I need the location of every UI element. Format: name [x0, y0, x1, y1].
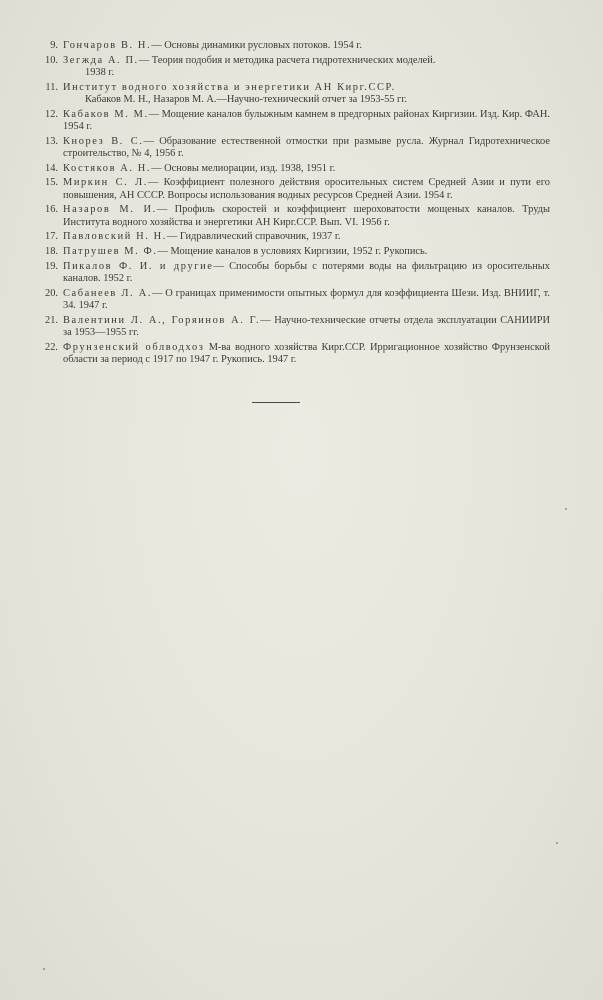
reference-item — [30, 55, 550, 80]
reference-item — [30, 231, 550, 243]
reference-number: 9. — [50, 40, 58, 51]
reference-author: Пикалов Ф. И. и другие — [63, 260, 214, 272]
reference-number: 15. — [45, 177, 58, 189]
reference-author: Кнорез В. С. — [63, 135, 144, 147]
reference-text: М-ва водного хозяйства Кирг.ССР. Ирригационное хозяйство Фрунзенской области за период с 1917 по 1947 г. Рукопись. 1947 г. — [63, 341, 550, 365]
reference-item — [30, 288, 550, 313]
reference-text: — Мощение каналов в условиях Киргизии, 1952 г. Рукопись. — [157, 245, 428, 257]
reference-item — [30, 40, 550, 52]
reference-text: — Способы борьбы с потерями воды на фильтрацию из оросительных каналов. 1952 г. — [63, 260, 550, 284]
reference-author: Павловский Н. Н. — [63, 231, 167, 243]
end-divider — [252, 402, 300, 403]
reference-author: Миркин С. Л. — [63, 177, 148, 189]
reference-continuation: Кабаков М. Н., Назаров М. А.—Научно-технический отчет за 1953-55 гг. — [85, 93, 408, 105]
reference-number: 14. — [45, 162, 58, 174]
reference-author: Костяков А. Н. — [63, 162, 152, 174]
reference-continuation: 1938 г. — [85, 66, 115, 78]
reference-author: Гончаров В. Н. — [63, 40, 152, 51]
reference-author: Институт водного хозяйства и энергетики АН Кирг.ССР. — [63, 81, 396, 93]
reference-number: 17. — [45, 231, 58, 243]
reference-number: 18. — [45, 245, 58, 257]
reference-item — [30, 204, 550, 229]
reference-number: 13. — [45, 135, 58, 147]
reference-item — [30, 261, 550, 286]
reference-item — [30, 315, 550, 340]
reference-author: Валентини Л. А., Горяинов А. Г. — [63, 314, 261, 326]
reference-text: — Теория подобия и методика расчета гидротехнических моделей. — [138, 54, 436, 66]
paper-speck — [43, 968, 45, 970]
paper-speck — [556, 842, 558, 844]
reference-author: Зегжда А. П. — [63, 54, 139, 66]
reference-number: 12. — [45, 108, 58, 120]
reference-text: — Коэффициент полезного действия оросительных систем Средней Азии и пути его повышения, АН СССР. Вопросы использования водных ресурсов Средней Азии. 1954 г. — [63, 177, 550, 201]
reference-item — [30, 177, 550, 202]
reference-text: — Основы динамики русловых потоков. 1954 г. — [151, 40, 362, 51]
reference-number: 16. — [45, 204, 58, 216]
reference-text: — Мощение каналов булыжным камнем в предгорных районах Киргизии. Изд. Кир. ФАН. 1954 г. — [63, 108, 550, 132]
reference-author: Кабаков М. М. — [63, 108, 149, 120]
reference-number: 22. — [45, 341, 58, 353]
reference-number: 10. — [45, 54, 58, 66]
paper-speck — [565, 508, 567, 510]
reference-item — [30, 136, 550, 161]
reference-item — [30, 109, 550, 134]
reference-item — [30, 342, 550, 367]
reference-list — [30, 40, 550, 369]
reference-item — [30, 163, 550, 175]
reference-item — [30, 246, 550, 258]
reference-text: — Гидравлический справочник, 1937 г. — [166, 231, 341, 243]
reference-author: Патрушев М. Ф. — [63, 245, 158, 257]
reference-author: Фрунзенский облводхоз — [63, 341, 205, 353]
reference-number: 19. — [45, 260, 58, 272]
reference-number: 11. — [45, 81, 58, 93]
reference-text: — Профиль скоростей и коэффициент шероховатости мощеных каналов. Труды Института водного хозяйства и энергетики АН Кирг.ССР. Вып. VI. 1956 г. — [63, 204, 550, 228]
reference-author: Назаров М. И. — [63, 204, 157, 216]
reference-number: 20. — [45, 287, 58, 299]
reference-text: — Научно-технические отчеты отдела эксплуатации САНИИРИ за 1953—1955 гг. — [63, 314, 550, 338]
reference-text: — Основы мелиорации, изд. 1938, 1951 г. — [151, 162, 336, 174]
reference-text: — О границах применимости опытных формул для коэффициента Шези. Изд. ВНИИГ, т. 34. 1947 г. — [63, 287, 550, 311]
reference-item — [30, 82, 550, 107]
reference-number: 21. — [45, 314, 58, 326]
reference-author: Сабанеев Л. А. — [63, 287, 153, 299]
reference-text: — Образование естественной отмостки при размыве русла. Журнал Гидротехническое строительство, № 4, 1956 г. — [63, 135, 550, 159]
